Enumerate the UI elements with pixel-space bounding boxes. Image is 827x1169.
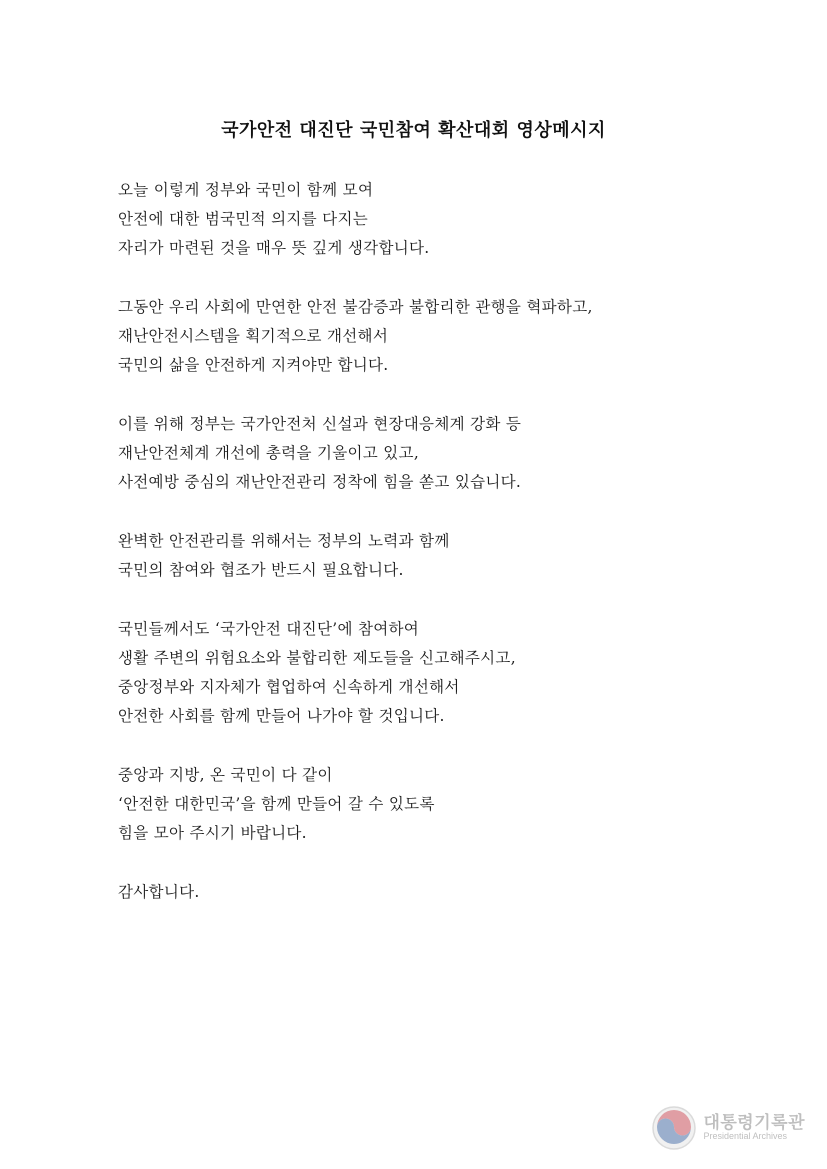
paragraph-7 <box>118 878 758 907</box>
watermark-korean: 대통령기록관 <box>703 1112 805 1133</box>
text-line: 이를 위해 정부는 국가안전처 신설과 현장대응체계 강화 등 <box>118 415 522 433</box>
watermark-text <box>703 1114 805 1143</box>
paragraph-4 <box>118 527 758 585</box>
paragraph-6 <box>118 761 758 848</box>
text-line: 오늘 이렇게 정부와 국민이 함께 모여 <box>118 181 374 199</box>
text-line: 사전예방 중심의 재난안전관리 정착에 힘을 쏟고 있습니다. <box>118 473 522 491</box>
text-line: 생활 주변의 위험요소와 불합리한 제도들을 신고해주시고, <box>118 649 516 667</box>
archive-watermark <box>651 1105 805 1151</box>
text-line: 자리가 마련된 것을 매우 뜻 깊게 생각합니다. <box>118 239 430 257</box>
paragraph-5 <box>118 615 758 731</box>
text-line: 완벽한 안전관리를 위해서는 정부의 노력과 함께 <box>118 532 450 550</box>
text-line: 감사합니다. <box>118 883 200 901</box>
text-line: 국민들께서도 ‘국가안전 대진단’에 참여하여 <box>118 620 420 638</box>
document-body <box>118 176 758 937</box>
paragraph-2 <box>118 293 758 380</box>
text-line: 안전에 대한 범국민적 의지를 다지는 <box>118 210 369 228</box>
text-line: 힘을 모아 주시기 바랍니다. <box>118 824 307 842</box>
text-line: 안전한 사회를 함께 만들어 나가야 할 것입니다. <box>118 707 445 725</box>
text-line: ‘안전한 대한민국’을 함께 만들어 갈 수 있도록 <box>118 795 435 813</box>
text-line: 중앙과 지방, 온 국민이 다 같이 <box>118 766 333 784</box>
text-line: 국민의 참여와 협조가 반드시 필요합니다. <box>118 561 404 579</box>
paragraph-1 <box>118 176 758 263</box>
watermark-english: Presidential Archives <box>703 1131 787 1142</box>
paragraph-3 <box>118 410 758 497</box>
text-line: 중앙정부와 지자체가 협업하여 신속하게 개선해서 <box>118 678 460 696</box>
taegeuk-emblem-icon <box>651 1105 697 1151</box>
text-line: 재난안전시스템을 획기적으로 개선해서 <box>118 327 389 345</box>
text-line: 그동안 우리 사회에 만연한 안전 불감증과 불합리한 관행을 혁파하고, <box>118 298 593 316</box>
text-line: 재난안전체계 개선에 총력을 기울이고 있고, <box>118 444 420 462</box>
text-line: 국민의 삶을 안전하게 지켜야만 합니다. <box>118 356 389 374</box>
document-title: 국가안전 대진단 국민참여 확산대회 영상메시지 <box>221 120 606 141</box>
